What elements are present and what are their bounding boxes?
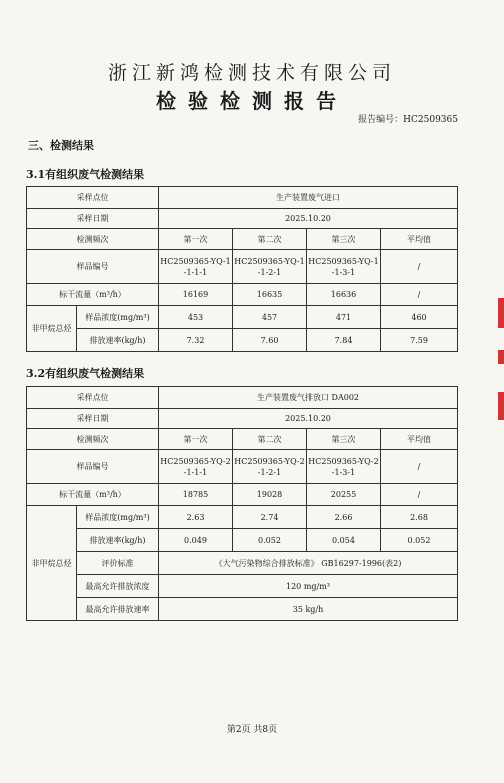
label-date: 采样日期 xyxy=(27,209,159,229)
sample-no-1: HC2509365-YQ-2-1-1-1 xyxy=(159,450,233,484)
flow-1: 18785 xyxy=(159,484,233,506)
freq-1: 第一次 xyxy=(159,229,233,250)
freq-1: 第一次 xyxy=(159,429,233,450)
label-freq: 检测频次 xyxy=(27,429,159,450)
sample-no-2: HC2509365-YQ-1-1-2-1 xyxy=(233,250,307,284)
label-sample-no: 样品编号 xyxy=(27,450,159,484)
value-date: 2025.10.20 xyxy=(159,409,458,429)
freq-avg: 平均值 xyxy=(381,429,458,450)
flow-1: 16169 xyxy=(159,284,233,306)
conc-1: 453 xyxy=(159,306,233,329)
results-table-1 xyxy=(26,186,458,352)
label-rate: 排放速率(kg/h) xyxy=(77,329,159,352)
stamp-mark xyxy=(498,392,504,420)
label-freq: 检测频次 xyxy=(27,229,159,250)
flow-avg: / xyxy=(381,284,458,306)
flow-avg: / xyxy=(381,484,458,506)
value-max-rate: 35 kg/h xyxy=(159,598,458,621)
rate-avg: 7.59 xyxy=(381,329,458,352)
value-site: 生产装置废气进口 xyxy=(159,187,458,209)
conc-3: 471 xyxy=(307,306,381,329)
rate-3: 0.054 xyxy=(307,529,381,552)
value-max-conc: 120 mg/m³ xyxy=(159,575,458,598)
conc-2: 457 xyxy=(233,306,307,329)
sample-no-2: HC2509365-YQ-2-1-2-1 xyxy=(233,450,307,484)
rate-2: 7.60 xyxy=(233,329,307,352)
sample-no-1: HC2509365-YQ-1-1-1-1 xyxy=(159,250,233,284)
stamp-mark xyxy=(498,298,504,328)
flow-2: 19028 xyxy=(233,484,307,506)
label-rate: 排放速率(kg/h) xyxy=(77,529,159,552)
rate-1: 0.049 xyxy=(159,529,233,552)
subsection-heading-1: 3.1有组织废气检测结果 xyxy=(26,168,145,181)
value-standard: 《大气污染物综合排放标准》 GB16297-1996(表2) xyxy=(159,552,458,575)
sample-no-avg: / xyxy=(381,250,458,284)
conc-avg: 2.68 xyxy=(381,506,458,529)
section-heading: 三、检测结果 xyxy=(28,139,94,152)
rate-2: 0.052 xyxy=(233,529,307,552)
rate-1: 7.32 xyxy=(159,329,233,352)
conc-2: 2.74 xyxy=(233,506,307,529)
sample-no-3: HC2509365-YQ-1-1-3-1 xyxy=(307,250,381,284)
label-flow: 标干流量（m³/h） xyxy=(27,484,159,506)
report-title: 检验检测报告 xyxy=(156,89,348,113)
label-standard: 评价标准 xyxy=(77,552,159,575)
freq-3: 第三次 xyxy=(307,229,381,250)
label-flow: 标干流量（m³/h） xyxy=(27,284,159,306)
label-site: 采样点位 xyxy=(27,387,159,409)
results-table-2 xyxy=(26,386,458,621)
freq-2: 第二次 xyxy=(233,229,307,250)
label-date: 采样日期 xyxy=(27,409,159,429)
value-date: 2025.10.20 xyxy=(159,209,458,229)
rate-avg: 0.052 xyxy=(381,529,458,552)
flow-3: 16636 xyxy=(307,284,381,306)
flow-3: 20255 xyxy=(307,484,381,506)
report-number: 报告编号：HC2509365 xyxy=(358,115,458,125)
subsection-heading-2: 3.2有组织废气检测结果 xyxy=(26,367,145,380)
label-site: 采样点位 xyxy=(27,187,159,209)
label-max-rate: 最高允许排放速率 xyxy=(77,598,159,621)
label-sample-no: 样品编号 xyxy=(27,250,159,284)
label-conc: 样品浓度(mg/m³) xyxy=(77,506,159,529)
flow-2: 16635 xyxy=(233,284,307,306)
label-conc: 样品浓度(mg/m³) xyxy=(77,306,159,329)
freq-3: 第三次 xyxy=(307,429,381,450)
company-name: 浙江新鸿检测技术有限公司 xyxy=(107,62,396,84)
label-max-conc: 最高允许排放浓度 xyxy=(77,575,159,598)
sample-no-avg: / xyxy=(381,450,458,484)
stamp-mark xyxy=(498,350,504,364)
sample-no-3: HC2509365-YQ-2-1-3-1 xyxy=(307,450,381,484)
conc-3: 2.66 xyxy=(307,506,381,529)
value-site: 生产装置废气排放口 DA002 xyxy=(159,387,458,409)
conc-avg: 460 xyxy=(381,306,458,329)
freq-avg: 平均值 xyxy=(381,229,458,250)
rate-3: 7.84 xyxy=(307,329,381,352)
label-nmhc: 非甲烷总烃 xyxy=(27,506,77,621)
page-footer: 第2页 共8页 xyxy=(226,725,278,735)
conc-1: 2.63 xyxy=(159,506,233,529)
freq-2: 第二次 xyxy=(233,429,307,450)
label-nmhc: 非甲烷总烃 xyxy=(27,306,77,352)
